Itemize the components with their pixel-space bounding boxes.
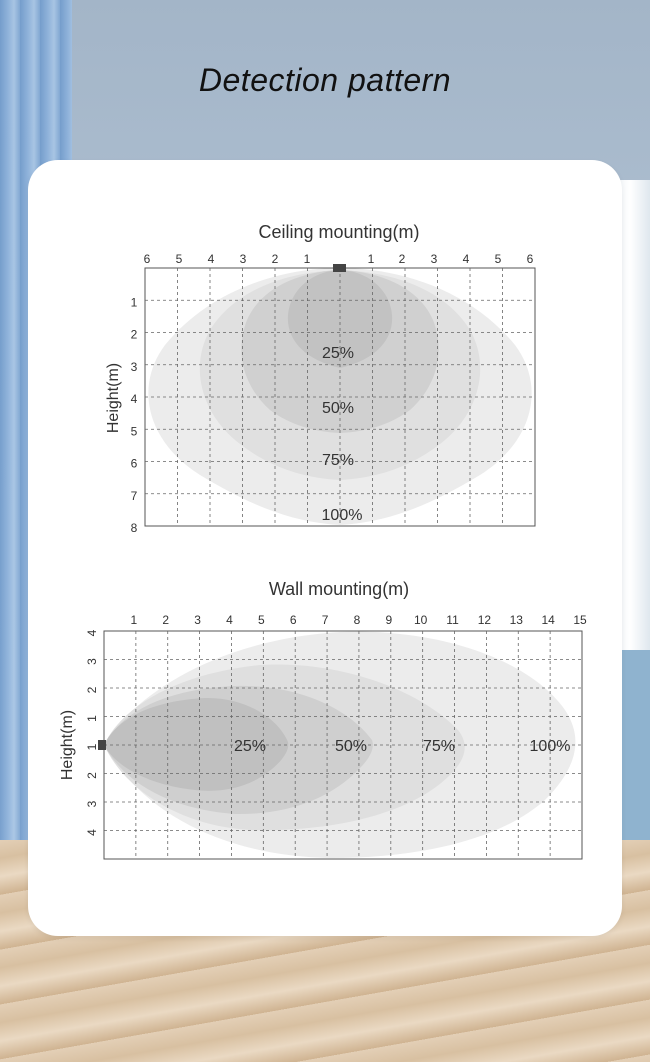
wall-left-tick-label: 3 xyxy=(85,800,99,808)
wall-top-tick-label: 13 xyxy=(509,613,523,627)
wall-left-tick-label: 2 xyxy=(85,686,99,694)
page-title: Detection pattern xyxy=(198,62,452,98)
wall-top-ticks xyxy=(131,613,587,627)
ceiling-top-tick-label: 1 xyxy=(367,252,375,266)
wall-top-tick-label: 1 xyxy=(130,613,138,627)
ceiling-label-50: 50% xyxy=(321,400,355,417)
wall-label-100: 100% xyxy=(529,738,571,755)
ceiling-left-tick-label: 7 xyxy=(130,488,138,503)
wall-top-tick-label: 2 xyxy=(162,613,170,627)
ceiling-top-tick-label: 3 xyxy=(239,252,247,266)
wall-left-tick-label: 1 xyxy=(85,715,99,722)
ceiling-top-tick-label: 1 xyxy=(303,252,311,266)
wall-title: Wall mounting(m) xyxy=(268,579,410,599)
ceiling-top-tick-label: 4 xyxy=(462,252,470,266)
wall-top-tick-label: 4 xyxy=(226,613,233,627)
wall-label-50: 50% xyxy=(334,738,368,755)
ceiling-diagram xyxy=(105,222,535,535)
wall-top-tick-label: 15 xyxy=(573,613,587,627)
wall-left-ticks xyxy=(85,629,99,836)
ceiling-left-ticks xyxy=(131,295,138,535)
ceiling-ylabel: Height(m) xyxy=(105,362,122,434)
ceiling-top-tick-label: 2 xyxy=(271,252,279,266)
ceiling-left-tick-label: 6 xyxy=(130,456,138,471)
ceiling-top-tick-label: 5 xyxy=(494,252,502,266)
wall-top-tick-label: 11 xyxy=(446,613,459,627)
ceiling-top-tick-label: 6 xyxy=(143,252,151,266)
wall-top-tick-label: 5 xyxy=(257,613,265,627)
wall-top-tick-label: 6 xyxy=(289,613,297,627)
wall-top-tick-label: 12 xyxy=(477,613,492,627)
wall-top-tick-label: 14 xyxy=(541,613,555,627)
ceiling-top-ticks xyxy=(144,252,534,266)
ceiling-top-tick-label: 6 xyxy=(526,252,534,266)
ceiling-left-tick-label: 1 xyxy=(130,295,138,310)
wall-left-tick-label: 2 xyxy=(85,772,99,779)
ceiling-left-tick-label: 5 xyxy=(130,424,138,439)
ceiling-left-tick-label: 8 xyxy=(130,521,138,535)
wall-top-tick-label: 3 xyxy=(194,613,201,627)
wall-top-tick-label: 8 xyxy=(353,613,361,627)
wall-label-25: 25% xyxy=(233,738,267,755)
ceiling-top-tick-label: 4 xyxy=(207,252,215,266)
ceiling-top-tick-label: 5 xyxy=(175,252,183,266)
ceiling-title: Ceiling mounting(m) xyxy=(258,222,420,242)
wall-left-tick-label: 3 xyxy=(85,658,99,665)
ceiling-top-tick-label: 2 xyxy=(398,252,406,266)
ceiling-left-tick-label: 2 xyxy=(130,327,138,342)
wall-top-tick-label: 10 xyxy=(413,613,428,627)
ceiling-sensor-icon xyxy=(333,264,346,272)
ceiling-label-25: 25% xyxy=(321,345,355,362)
wall-left-tick-label: 4 xyxy=(85,829,99,836)
ceiling-left-tick-label: 4 xyxy=(130,392,138,406)
ceiling-top-tick-label: 3 xyxy=(430,252,438,266)
wall-top-tick-label: 7 xyxy=(321,613,329,627)
wall-ylabel: Height(m) xyxy=(59,709,76,781)
wall-left-tick-label: 4 xyxy=(85,629,99,637)
ceiling-label-75: 75% xyxy=(321,452,355,469)
wall-top-tick-label: 9 xyxy=(385,613,393,627)
wall-diagram xyxy=(59,579,587,859)
wall-left-tick-label: 1 xyxy=(85,743,99,751)
ceiling-left-tick-label: 3 xyxy=(130,359,138,374)
wall-label-75: 75% xyxy=(422,738,456,755)
wall-sensor-icon xyxy=(98,740,106,750)
ceiling-label-100: 100% xyxy=(321,507,363,524)
